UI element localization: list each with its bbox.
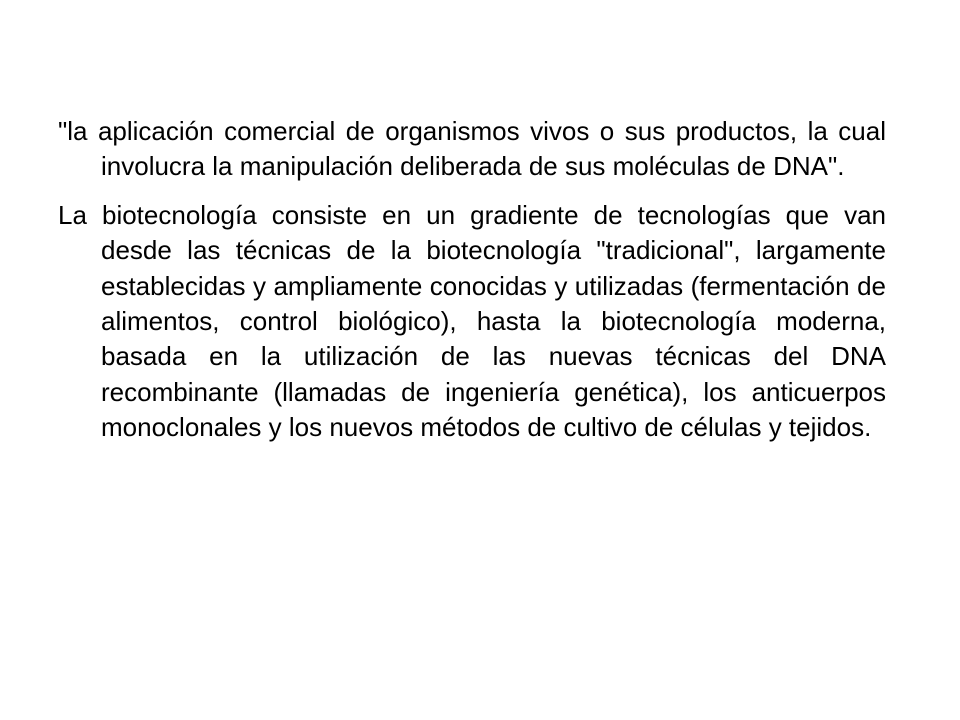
slide-body (58, 114, 886, 446)
biotechnology-description-paragraph: La biotecnología consiste en un gradiente de tecnologías que van desde las técnicas de la biotecnología "tradicional", largamente establecidas y ampliamente conocidas y utilizadas (fermentación de alimentos, control biológico), hasta la biotecnología moderna, basada en la utilización de las nuevas técnicas del DNA recombinante (llamadas de ingeniería genética), los anticuerpos monoclonales y los nuevos métodos de cultivo de células y tejidos. (58, 199, 886, 443)
definition-quote-paragraph: "la aplicación comercial de organismos vivos o sus productos, la cual involucra la manipulación deliberada de sus moléculas de DNA". (58, 116, 886, 182)
